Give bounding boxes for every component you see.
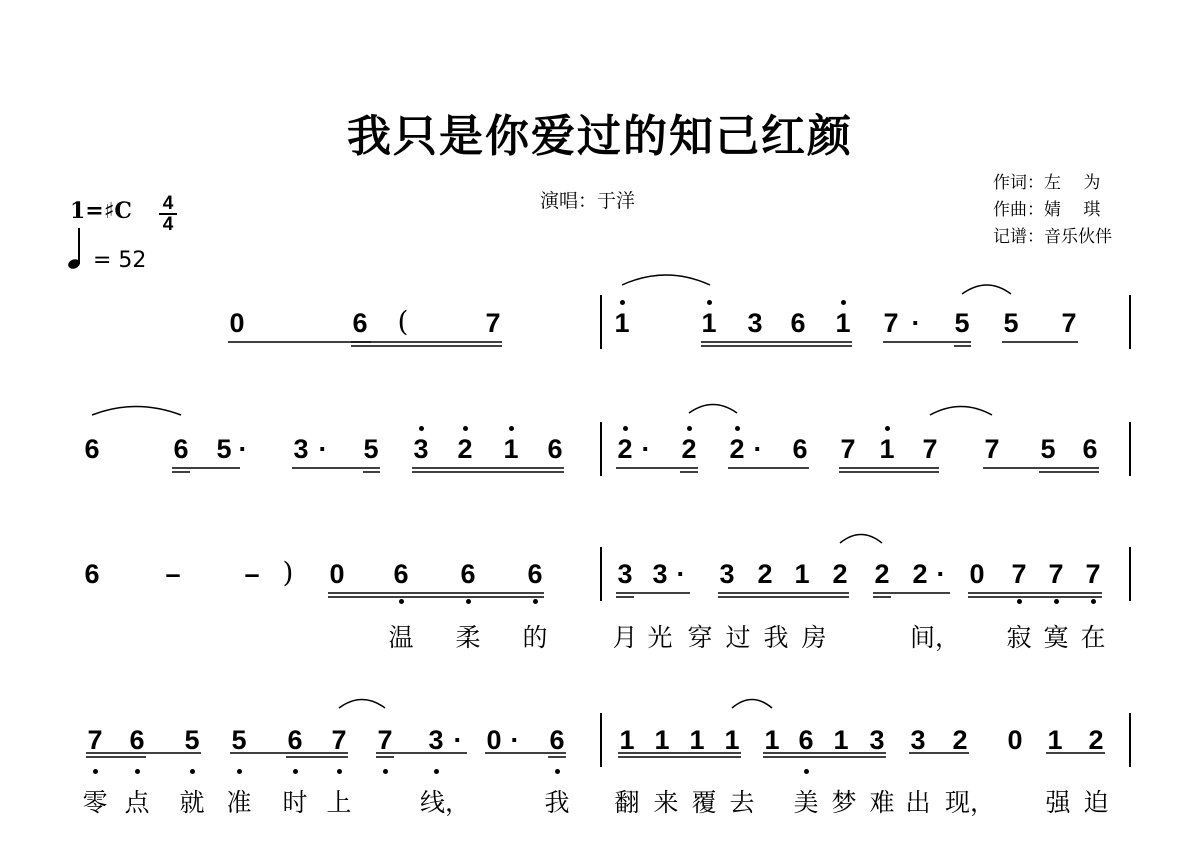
note: 1 bbox=[701, 308, 717, 338]
note: 7 bbox=[1085, 559, 1101, 589]
note: 6 bbox=[393, 559, 409, 589]
note: 7 bbox=[485, 308, 501, 338]
note: 0 bbox=[1007, 725, 1023, 755]
note: 5 bbox=[363, 434, 379, 464]
note: 3 bbox=[652, 559, 668, 589]
note: · bbox=[641, 434, 651, 464]
note: 7 bbox=[840, 434, 856, 464]
note: 6 bbox=[790, 308, 806, 338]
note: 6 bbox=[460, 559, 476, 589]
note: 2 bbox=[1088, 725, 1104, 755]
note: 6 bbox=[527, 559, 543, 589]
lyric-syllable: 柔 bbox=[455, 623, 481, 652]
note: 3 bbox=[869, 725, 885, 755]
lyric-syllable: 翻 bbox=[614, 788, 640, 817]
note: 2 bbox=[757, 559, 773, 589]
note: 0 bbox=[229, 308, 245, 338]
note: 2 bbox=[952, 725, 968, 755]
note: 7 bbox=[1048, 559, 1064, 589]
note: 7 bbox=[922, 434, 938, 464]
note: 6 bbox=[352, 308, 368, 338]
note: · bbox=[753, 434, 763, 464]
lyric-syllable: 出 bbox=[905, 788, 931, 817]
lyric-syllable: 我 bbox=[763, 623, 789, 652]
note: 2 bbox=[457, 434, 473, 464]
note: 0 bbox=[969, 559, 985, 589]
lyric-syllable: 梦 bbox=[831, 788, 857, 817]
note: 6 bbox=[798, 725, 814, 755]
time-signature-top: 4 bbox=[162, 193, 174, 214]
note: 1 bbox=[614, 308, 630, 338]
note: 6 bbox=[287, 725, 303, 755]
note: 0 bbox=[329, 559, 345, 589]
note: 6 bbox=[129, 725, 145, 755]
note: 1 bbox=[879, 434, 895, 464]
note: 3 bbox=[413, 434, 429, 464]
note: · bbox=[676, 559, 686, 589]
note: 5 bbox=[1040, 434, 1056, 464]
note: 6 bbox=[547, 434, 563, 464]
lyric-syllable: 来 bbox=[653, 788, 679, 817]
note: 1 bbox=[794, 559, 810, 589]
note: – bbox=[165, 559, 181, 589]
note: 2 bbox=[874, 559, 890, 589]
singer-credit: 演唱：于洋 bbox=[540, 190, 636, 212]
lyric-syllable: 线， bbox=[419, 788, 471, 817]
note: 3 bbox=[747, 308, 763, 338]
note: 1 bbox=[619, 725, 635, 755]
lyric-syllable: 迫 bbox=[1083, 788, 1109, 817]
note: 5 bbox=[184, 725, 200, 755]
lyric-syllable: 过 bbox=[725, 623, 751, 652]
note: 1 bbox=[724, 725, 740, 755]
note: 1 bbox=[835, 308, 851, 338]
note: 3 bbox=[617, 559, 633, 589]
note: 2 bbox=[617, 434, 633, 464]
parenthesis: ( bbox=[397, 305, 409, 338]
lyric-syllable: 准 bbox=[226, 788, 252, 817]
note: 1 bbox=[1047, 725, 1063, 755]
lyric-syllable: 的 bbox=[522, 623, 548, 652]
note: 6 bbox=[84, 434, 100, 464]
note: 3 bbox=[428, 725, 444, 755]
note: 5 bbox=[954, 308, 970, 338]
note: 7 bbox=[883, 308, 899, 338]
lyricist-credit: 作词：左 为 bbox=[993, 173, 1101, 193]
note: 1 bbox=[764, 725, 780, 755]
lyric-syllable: 寂 bbox=[1006, 623, 1032, 652]
lyric-syllable: 就 bbox=[179, 788, 205, 817]
composer-credit: 作曲：婧 琪 bbox=[993, 200, 1101, 220]
note: 7 bbox=[87, 725, 103, 755]
lyric-syllable: 温 bbox=[388, 623, 414, 652]
note: 2 bbox=[832, 559, 848, 589]
lyric-syllable: 间， bbox=[909, 623, 961, 652]
note: · bbox=[318, 434, 328, 464]
time-signature-bottom: 4 bbox=[162, 214, 174, 235]
song-title: 我只是你爱过的知己红颜 bbox=[347, 111, 853, 162]
note: · bbox=[510, 725, 520, 755]
lyric-syllable: 在 bbox=[1080, 623, 1106, 652]
lyric-syllable: 难 bbox=[869, 788, 895, 817]
note: 5 bbox=[231, 725, 247, 755]
note: 2 bbox=[912, 559, 928, 589]
lyric-syllable: 覆 bbox=[691, 788, 717, 817]
note: 7 bbox=[984, 434, 1000, 464]
note: 3 bbox=[910, 725, 926, 755]
note: 7 bbox=[377, 725, 393, 755]
note: 1 bbox=[503, 434, 519, 464]
lyric-syllable: 我 bbox=[544, 788, 570, 817]
note: 1 bbox=[654, 725, 670, 755]
lyric-syllable: 光 bbox=[647, 623, 673, 652]
lyric-syllable: 寞 bbox=[1043, 623, 1069, 652]
note: 6 bbox=[792, 434, 808, 464]
lyric-syllable: 穿 bbox=[687, 623, 713, 652]
note: · bbox=[936, 559, 946, 589]
lyric-syllable: 现， bbox=[944, 788, 996, 817]
note: · bbox=[453, 725, 463, 755]
transcriber-credit: 记谱：音乐伙伴 bbox=[993, 227, 1112, 247]
note: 6 bbox=[84, 559, 100, 589]
note: 5 bbox=[216, 434, 232, 464]
note: 6 bbox=[1082, 434, 1098, 464]
note: 5 bbox=[1003, 308, 1019, 338]
note: 2 bbox=[729, 434, 745, 464]
note: 7 bbox=[1011, 559, 1027, 589]
note: · bbox=[911, 308, 921, 338]
lyric-syllable: 美 bbox=[793, 788, 819, 817]
note: 1 bbox=[833, 725, 849, 755]
lyric-syllable: 房 bbox=[801, 623, 827, 652]
lyric-syllable: 强 bbox=[1045, 788, 1071, 817]
lyric-syllable: 上 bbox=[326, 788, 352, 817]
tempo-marking: = 52 bbox=[93, 248, 147, 273]
note: 6 bbox=[549, 725, 565, 755]
note: 0 bbox=[486, 725, 502, 755]
lyric-syllable: 点 bbox=[124, 788, 150, 817]
note: 7 bbox=[1061, 308, 1077, 338]
note: 7 bbox=[331, 725, 347, 755]
key-signature: 1=♯C bbox=[70, 198, 132, 224]
note: 3 bbox=[293, 434, 309, 464]
note: 6 bbox=[173, 434, 189, 464]
note: – bbox=[244, 559, 260, 589]
lyric-syllable: 去 bbox=[729, 788, 755, 817]
parenthesis: ) bbox=[282, 556, 294, 589]
lyric-syllable: 零 bbox=[82, 788, 108, 817]
note: 2 bbox=[681, 434, 697, 464]
lyric-syllable: 时 bbox=[282, 788, 308, 817]
lyric-syllable: 月 bbox=[612, 623, 638, 652]
note: · bbox=[238, 434, 248, 464]
note: 1 bbox=[689, 725, 705, 755]
note: 3 bbox=[719, 559, 735, 589]
